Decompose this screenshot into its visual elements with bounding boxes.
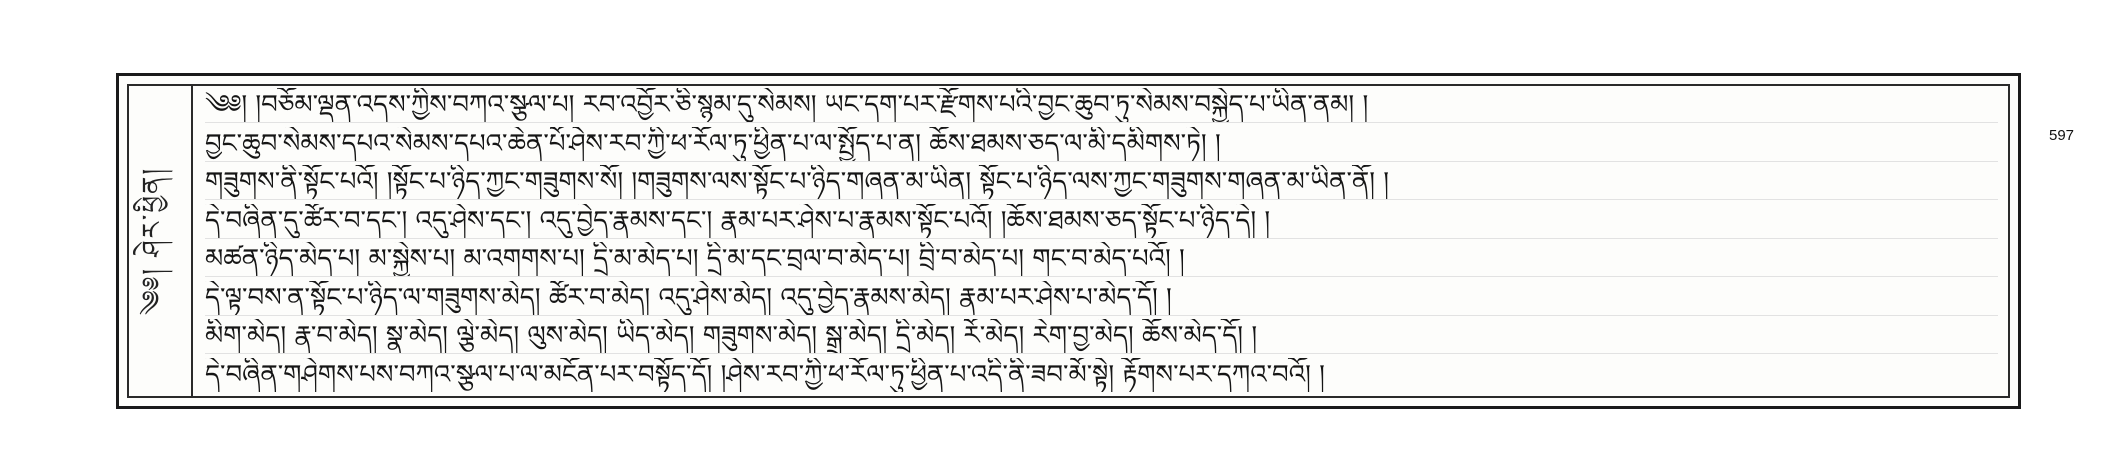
margin-label: ༄༅། ཤེར་ཕྱིན། xyxy=(137,166,168,316)
folio-inner-frame xyxy=(127,84,2010,398)
text-line-3: གཟུགས་ནི་སྟོང་པའོ། །སྟོང་པ་ཉིད་ཀྱང་གཟུགས་སོ། །གཟུགས་ལས་སྟོང་པ་ཉིད་གཞན་མ་ཡིན། སྟོང་པ་ཉིད་ལས་ཀྱང་གཟུགས་གཞན་མ་ཡིན་ནོ། ། xyxy=(205,165,1998,200)
text-block xyxy=(205,88,1998,392)
text-line-2: བྱང་ཆུབ་སེམས་དཔའ་སེམས་དཔའ་ཆེན་པོ་ཤེས་རབ་ཀྱི་ཕ་རོལ་ཏུ་ཕྱིན་པ་ལ་སྤྱོད་པ་ན། ཆོས་ཐམས་ཅད་ལ་མི་དམིགས་ཏེ། ། xyxy=(205,127,1998,162)
text-line-8: དེ་བཞིན་གཤེགས་པས་བཀའ་སྩལ་པ་ལ་མངོན་པར་བསྟོད་དོ། །ཤེས་རབ་ཀྱི་ཕ་རོལ་ཏུ་ཕྱིན་པ་འདི་ནི་ཟབ་མོ་སྟེ། རྟོགས་པར་དཀའ་བའོ། ། xyxy=(205,359,1325,390)
text-line-6: དེ་ལྟ་བས་ན་སྟོང་པ་ཉིད་ལ་གཟུགས་མེད། ཚོར་བ་མེད། འདུ་ཤེས་མེད། འདུ་བྱེད་རྣམས་མེད། རྣམ་པར་ཤེས་པ་མེད་དོ། ། xyxy=(205,281,1998,316)
left-margin-panel xyxy=(129,86,193,396)
text-line-1: ༄༅། །བཅོམ་ལྡན་འདས་ཀྱིས་བཀའ་སྩལ་པ། རབ་འབྱོར་ཅི་སྙམ་དུ་སེམས། ཡང་དག་པར་རྫོགས་པའི་བྱང་ཆུབ་ཏུ་སེམས་བསྐྱེད་པ་ཡིན་ནམ། ། xyxy=(205,88,1998,123)
page-number: 597 xyxy=(2049,127,2075,144)
manuscript-folio xyxy=(116,73,2021,409)
text-line-4: དེ་བཞིན་དུ་ཚོར་བ་དང་། འདུ་ཤེས་དང་། འདུ་བྱེད་རྣམས་དང་། རྣམ་པར་ཤེས་པ་རྣམས་སྟོང་པའོ། །ཆོས་ཐམས་ཅད་སྟོང་པ་ཉིད་དེ། ། xyxy=(205,204,1998,239)
text-line-5: མཚན་ཉིད་མེད་པ། མ་སྐྱེས་པ། མ་འགགས་པ། དྲི་མ་མེད་པ། དྲི་མ་དང་བྲལ་བ་མེད་པ། བྲི་བ་མེད་པ། གང་བ་མེད་པའོ། ། xyxy=(205,242,1998,277)
text-line-7: མིག་མེད། རྣ་བ་མེད། སྣ་མེད། ལྕེ་མེད། ལུས་མེད། ཡིད་མེད། གཟུགས་མེད། སྒྲ་མེད། དྲི་མེད། རོ་མེད། རེག་བྱ་མེད། ཆོས་མེད་དོ། ། xyxy=(205,319,1998,354)
